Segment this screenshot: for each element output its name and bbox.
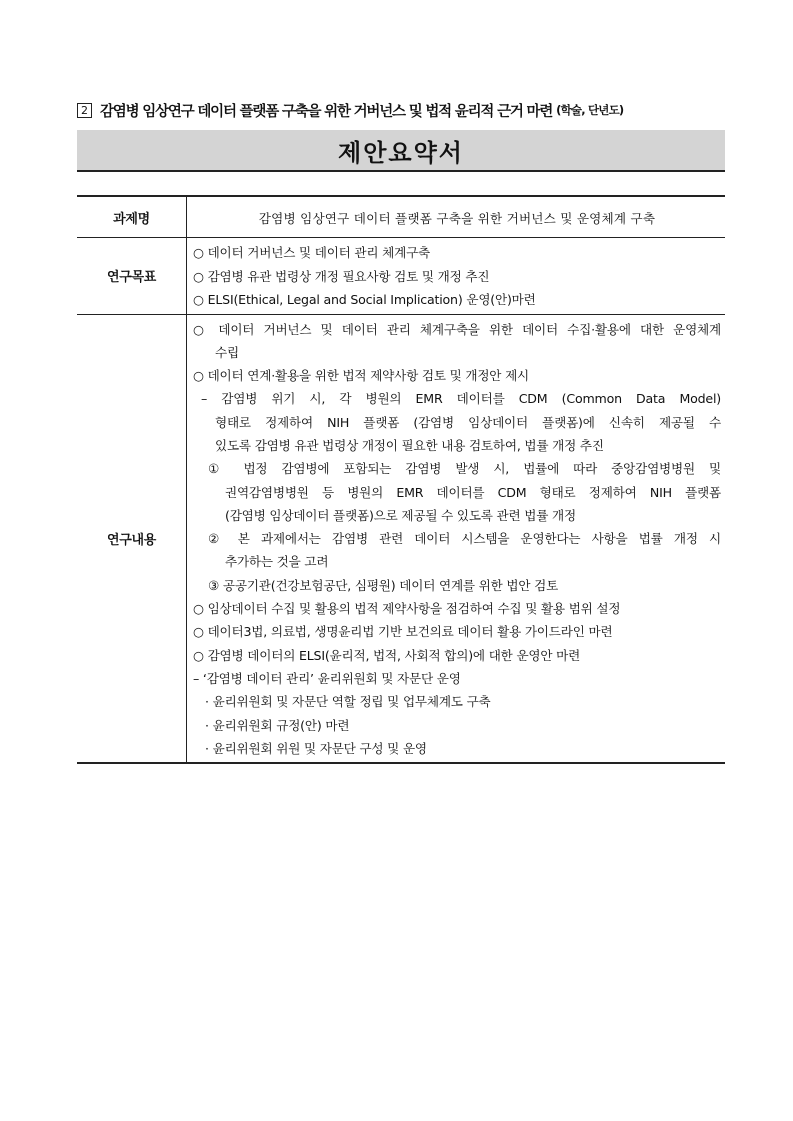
content-line: ○ 데이터 거버넌스 및 데이터 관리 체계구축을 위한 데이터 수집·활용에 대한 운영체계 (193, 321, 721, 337)
content-line: ○ 데이터 연계·활용을 위한 법적 제약사항 검토 및 개정안 제시 (193, 368, 529, 384)
content-line: (감염병 임상데이터 플랫폼)으로 제공될 수 있도록 관련 법률 개정 (225, 507, 576, 523)
task-value: 감염병 임상연구 데이터 플랫폼 구축을 위한 거버넌스 및 운영체계 구축 (258, 210, 656, 226)
content-line: 형태로 정제하여 NIH 플랫폼 (감염병 임상데이터 플랫폼)에 신속히 제공될 수 (215, 414, 721, 430)
section-title: 감염병 임상연구 데이터 플랫폼 구축을 위한 거버넌스 및 법적 윤리적 근거 마련 (100, 103, 553, 120)
content-line: ① 법정 감염병에 포함되는 감염병 발생 시, 법률에 따라 중앙감염병병원 및 (208, 461, 721, 477)
section-subtitle: (학술, 단년도) (556, 103, 624, 117)
task-label: 과제명 (77, 196, 187, 238)
content-line: ○ 임상데이터 수집 및 활용의 법적 제약사항을 점검하여 수집 및 활용 범위 설정 (193, 601, 621, 617)
goal-item: ○ 데이터 거버넌스 및 데이터 관리 체계구축 (193, 245, 431, 260)
content-line: – ‘감염병 데이터 관리’ 윤리위원회 및 자문단 운영 (193, 670, 461, 686)
page-title: 제안요약서 (338, 138, 464, 167)
page-title-banner (77, 130, 725, 172)
content-line: ○ 감염병 데이터의 ELSI(윤리적, 법적, 사회적 합의)에 대한 운영안 마련 (193, 647, 581, 663)
proposal-table (77, 195, 725, 764)
content-line: 권역감염병병원 등 병원의 EMR 데이터를 CDM 형태로 정제하여 NIH 플랫폼 (225, 484, 721, 500)
content-line: 수립 (215, 344, 239, 360)
table-row-goals (77, 238, 725, 315)
content-line: ○ 데이터3법, 의료법, 생명윤리법 기반 보건의료 데이터 활용 가이드라인 마련 (193, 624, 613, 640)
content-line: 추가하는 것을 고려 (225, 554, 329, 570)
content-line: · 윤리위원회 규정(안) 마련 (205, 717, 350, 733)
content-line: ② 본 과제에서는 감염병 관련 데이터 시스템을 운영한다는 사항을 법률 개정 시 (208, 531, 721, 547)
content-line: · 윤리위원회 및 자문단 역할 정립 및 업무체계도 구축 (205, 694, 491, 710)
content-line: – 감염병 위기 시, 각 병원의 EMR 데이터를 CDM (Common Data Model) (201, 391, 721, 407)
goal-list (187, 238, 726, 315)
section-number: 2 (77, 103, 92, 118)
table-row-content (77, 314, 725, 763)
content-line: · 윤리위원회 위원 및 자문단 구성 및 운영 (205, 740, 427, 756)
content-line: 있도록 감염병 유관 법령상 개정이 필요한 내용 검토하여, 법률 개정 추진 (215, 437, 604, 453)
content-list (187, 314, 726, 763)
goal-item: ○ 감염병 유관 법령상 개정 필요사항 검토 및 개정 추진 (193, 268, 490, 284)
content-label: 연구내용 (77, 314, 187, 763)
table-row-task (77, 196, 725, 238)
goal-label: 연구목표 (77, 238, 187, 315)
goal-item: ○ ELSI(Ethical, Legal and Social Implication) 운영(안)마련 (193, 292, 536, 307)
section-header (77, 98, 727, 122)
content-line: ③ 공공기관(건강보험공단, 심평원) 데이터 연계를 위한 법안 검토 (208, 577, 559, 593)
